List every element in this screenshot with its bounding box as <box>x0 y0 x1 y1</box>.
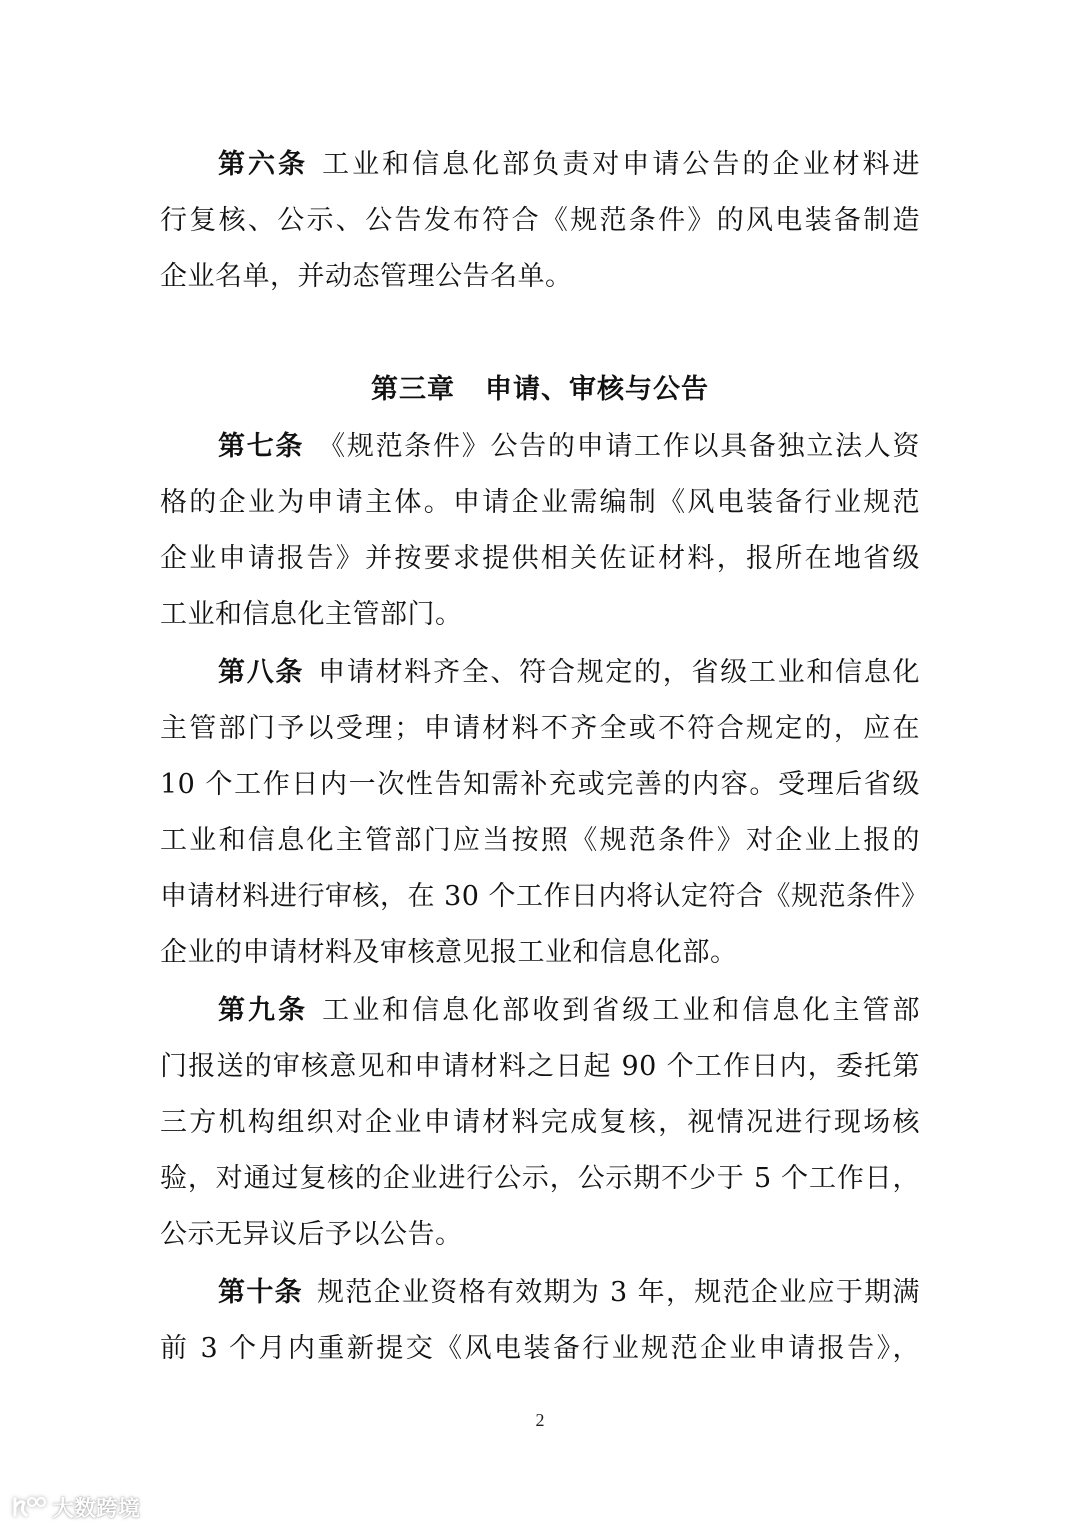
article-label: 第十条 <box>218 1277 303 1308</box>
article-label: 第九条 <box>218 995 309 1026</box>
chapter-heading <box>0 370 1080 410</box>
watermark <box>12 1492 140 1522</box>
article-10-line-2: 前 3 个月内重新提交《风电装备行业规范企业申请报告》， <box>160 1333 920 1364</box>
article-8-line-4: 工业和信息化主管部门应当按照《规范条件》对企业上报的 <box>160 825 920 856</box>
article-7-line-1: 第七条 《规范条件》公告的申请工作以具备独立法人资 <box>218 431 921 462</box>
article-9-line-4: 验，对通过复核的企业进行公示，公示期不少于 5 个工作日， <box>160 1163 920 1194</box>
article-9-line-2: 门报送的审核意见和申请材料之日起 90 个工作日内，委托第 <box>160 1051 920 1082</box>
article-6-line-3: 企业名单，并动态管理公告名单。 <box>160 261 573 292</box>
article-8-line-5: 申请材料进行审核，在 30 个工作日内将认定符合《规范条件》 <box>160 881 929 912</box>
article-8-line-3: 10 个工作日内一次性告知需补充或完善的内容。受理后省级 <box>160 769 920 800</box>
article-9-line-5: 公示无异议后予以公告。 <box>160 1219 463 1250</box>
article-label: 第七条 <box>218 431 305 462</box>
article-10-line-1: 第十条 规范企业资格有效期为 3 年，规范企业应于期满 <box>218 1277 921 1308</box>
watermark-text: 大数跨境 <box>52 1496 141 1522</box>
article-7-line-4: 工业和信息化主管部门。 <box>160 599 463 630</box>
article-8-line-2: 主管部门予以受理；申请材料不齐全或不符合规定的，应在 <box>160 713 920 744</box>
article-7-line-2: 格的企业为申请主体。申请企业需编制《风电装备行业规范 <box>160 487 920 518</box>
article-6-line-2: 行复核、公示、公告发布符合《规范条件》的风电装备制造 <box>160 205 920 236</box>
article-7-line-3: 企业申请报告》并按要求提供相关佐证材料，报所在地省级 <box>160 543 920 574</box>
article-6-line-1: 第六条 工业和信息化部负责对申请公告的企业材料进 <box>218 149 921 180</box>
article-9-line-3: 三方机构组织对企业申请材料完成复核，视情况进行现场核 <box>160 1107 920 1138</box>
chapter-number: 第三章 <box>371 374 455 405</box>
article-9-line-1: 第九条 工业和信息化部收到省级工业和信息化主管部 <box>218 995 921 1026</box>
chapter-title: 申请、审核与公告 <box>485 374 709 405</box>
watermark-logo-icon <box>12 1495 46 1519</box>
article-8-line-1: 第八条 申请材料齐全、符合规定的，省级工业和信息化 <box>218 657 921 688</box>
page-number: 2 <box>535 1410 545 1430</box>
article-label: 第六条 <box>218 149 309 180</box>
article-label: 第八条 <box>218 657 305 688</box>
article-8-line-6: 企业的申请材料及审核意见报工业和信息化部。 <box>160 937 738 968</box>
